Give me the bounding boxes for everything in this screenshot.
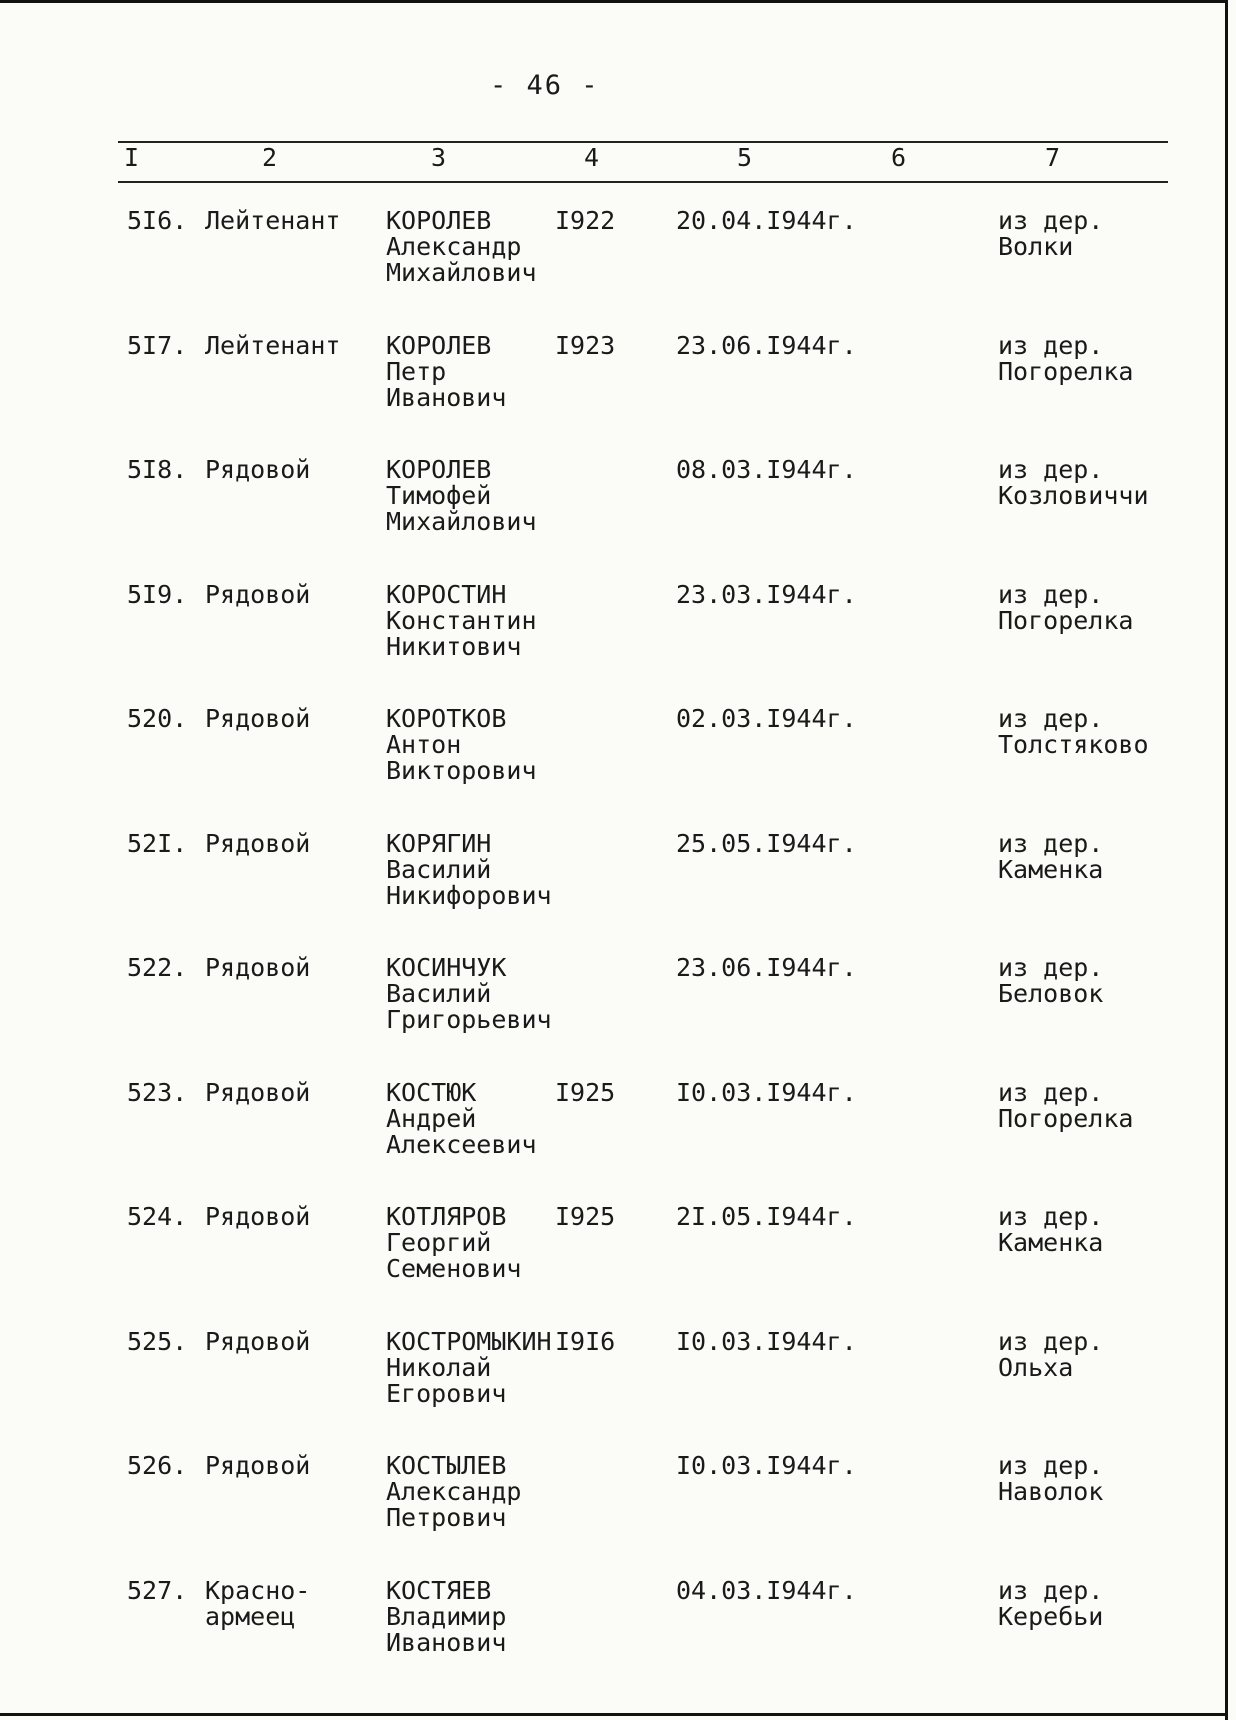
date: I0.03.I944г. [676, 1451, 857, 1480]
column-header-3: 3 [431, 143, 447, 172]
military-rank-line: Рядовой [205, 1326, 311, 1356]
military-rank [205, 1204, 310, 1230]
full-name [386, 1204, 521, 1282]
full-name-line: Викторович [386, 756, 537, 785]
full-name-line: Иванович [386, 382, 507, 412]
place-line: из дер. [998, 579, 1104, 609]
column-header-7: 7 [1045, 143, 1061, 172]
full-name-line: Михайлович [386, 507, 537, 536]
place-line: Погорелка [998, 356, 1134, 386]
place [998, 1077, 1134, 1133]
full-name-line: Никитович [386, 631, 522, 661]
full-name-line: КОТЛЯРОВ [386, 1202, 507, 1231]
full-name [386, 955, 552, 1033]
full-name-line: Василий [386, 979, 492, 1008]
military-rank [205, 579, 311, 609]
full-name-line: Александр [386, 232, 522, 261]
column-header-4: 4 [584, 143, 600, 172]
table-row [0, 208, 1236, 332]
military-rank-line: Рядовой [205, 1077, 311, 1107]
military-rank [205, 457, 310, 483]
place-line: из дер. [998, 704, 1104, 733]
military-rank [205, 1077, 311, 1107]
full-name-line: Семенович [386, 1254, 522, 1283]
date: 25.05.I944г. [676, 828, 857, 858]
table-row [0, 706, 1236, 830]
full-name [386, 1453, 521, 1531]
place-line: из дер. [998, 1575, 1104, 1605]
military-rank-line: Рядовой [205, 704, 311, 733]
record-number: 520. [127, 704, 188, 733]
date: 04.03.I944г. [676, 1575, 857, 1605]
date: 23.06.I944г. [676, 330, 857, 360]
record-number: 52I. [127, 828, 188, 858]
record-number: 5I6. [127, 206, 188, 235]
military-rank-line: Рядовой [205, 953, 311, 982]
place-line: Каменка [998, 854, 1104, 884]
record-number: 5I8. [127, 455, 188, 484]
date: I0.03.I944г. [676, 1077, 857, 1107]
column-header-1: I [124, 143, 140, 172]
full-name-line: КОРОТКОВ [386, 704, 507, 733]
record-number: 527. [127, 1575, 188, 1605]
date: 08.03.I944г. [676, 455, 857, 484]
table-row [0, 828, 1236, 955]
military-rank [205, 955, 310, 981]
full-name-line: Николай [386, 1352, 492, 1382]
place-line: Беловок [998, 979, 1104, 1008]
full-name [386, 1326, 552, 1408]
record-number: 523. [127, 1077, 188, 1107]
full-name-line: КОСТРОМЫКИН [386, 1326, 552, 1356]
full-name-line: Петрович [386, 1503, 507, 1532]
full-name [386, 579, 537, 661]
military-rank-line: армеец [205, 1601, 296, 1631]
full-name-line: Никифорович [386, 880, 552, 910]
place [998, 828, 1104, 884]
military-rank-line: Лейтенант [205, 206, 341, 235]
place-line: Козловиччи [998, 481, 1149, 510]
full-name-line: КОРОЛЕВ [386, 455, 492, 484]
full-name-line: Алексеевич [386, 1129, 537, 1159]
full-name-line: Григорьевич [386, 1005, 552, 1034]
place-line: из дер. [998, 1202, 1104, 1231]
full-name-line: КОРОСТИН [386, 579, 507, 609]
birth-year: I925 [555, 1077, 616, 1107]
full-name [386, 457, 537, 535]
full-name [386, 330, 507, 412]
full-name-line: КОСТЮК [386, 1077, 477, 1107]
military-rank [205, 1453, 310, 1479]
full-name-line: Егорович [386, 1378, 507, 1408]
place-line: из дер. [998, 1077, 1104, 1107]
military-rank-line: Красно- [205, 1575, 311, 1605]
full-name [386, 208, 537, 286]
header-rule-bottom [118, 181, 1168, 183]
place-line: из дер. [998, 1451, 1104, 1480]
place-line: Погорелка [998, 605, 1134, 635]
date: 20.04.I944г. [676, 206, 857, 235]
full-name-line: Владимир [386, 1601, 507, 1631]
column-header-2: 2 [262, 143, 278, 172]
full-name [386, 706, 537, 784]
place [998, 208, 1103, 260]
full-name-line: Александр [386, 1477, 522, 1506]
full-name-line: КОРОЛЕВ [386, 330, 492, 360]
full-name-line: КОРЯГИН [386, 828, 492, 858]
full-name-line: КОРОЛЕВ [386, 206, 492, 235]
date: 23.03.I944г. [676, 579, 857, 609]
table-row [0, 579, 1236, 706]
table-row [0, 1453, 1236, 1577]
page-border-top [0, 0, 1226, 3]
record-number: 522. [127, 953, 188, 982]
place [998, 1453, 1103, 1505]
date: 2I.05.I944г. [676, 1202, 857, 1231]
place-line: из дер. [998, 953, 1104, 982]
record-number: 526. [127, 1451, 188, 1480]
column-header-6: 6 [891, 143, 907, 172]
column-header-5: 5 [737, 143, 753, 172]
full-name [386, 1077, 537, 1159]
full-name [386, 1575, 507, 1657]
full-name-line: Георгий [386, 1228, 492, 1257]
military-rank-line: Рядовой [205, 579, 311, 609]
full-name-line: Антон [386, 730, 462, 759]
place-line: из дер. [998, 206, 1104, 235]
place-line: Толстяково [998, 730, 1149, 759]
military-rank [205, 330, 341, 360]
place-line: Волки [998, 232, 1074, 261]
page-number: - 46 - [490, 70, 600, 101]
military-rank-line: Лейтенант [205, 330, 341, 360]
full-name-line: Михайлович [386, 258, 537, 287]
place [998, 1204, 1103, 1256]
date: I0.03.I944г. [676, 1326, 857, 1356]
military-rank [205, 208, 340, 234]
place [998, 579, 1134, 635]
full-name [386, 828, 552, 910]
military-rank [205, 706, 310, 732]
full-name-line: Иванович [386, 1627, 507, 1657]
place [998, 1326, 1104, 1382]
place-line: Погорелка [998, 1103, 1134, 1133]
full-name-line: КОСИНЧУК [386, 953, 507, 982]
table-row [0, 1077, 1236, 1204]
place-line: Керебьи [998, 1601, 1104, 1631]
place [998, 706, 1149, 758]
place-line: из дер. [998, 330, 1104, 360]
military-rank [205, 1575, 311, 1631]
full-name-line: Василий [386, 854, 492, 884]
place [998, 330, 1134, 386]
place-line: из дер. [998, 828, 1104, 858]
full-name-line: КОСТЫЛЕВ [386, 1451, 507, 1480]
record-number: 5I7. [127, 330, 188, 360]
full-name-line: КОСТЯЕВ [386, 1575, 492, 1605]
record-number: 524. [127, 1202, 188, 1231]
table-row [0, 1204, 1236, 1328]
place [998, 955, 1103, 1007]
table-row [0, 1326, 1236, 1453]
place-line: Наволок [998, 1477, 1104, 1506]
birth-year: I925 [555, 1202, 616, 1231]
full-name-line: Константин [386, 605, 537, 635]
date: 23.06.I944г. [676, 953, 857, 982]
full-name-line: Тимофей [386, 481, 492, 510]
military-rank-line: Рядовой [205, 1451, 311, 1480]
military-rank [205, 1326, 311, 1356]
table-row [0, 1575, 1236, 1702]
table-row [0, 955, 1236, 1079]
place-line: из дер. [998, 1326, 1104, 1356]
place [998, 457, 1149, 509]
place [998, 1575, 1104, 1631]
record-number: 525. [127, 1326, 188, 1356]
birth-year: I923 [555, 330, 616, 360]
place-line: из дер. [998, 455, 1104, 484]
full-name-line: Петр [386, 356, 447, 386]
birth-year: I9I6 [555, 1326, 616, 1356]
birth-year: I922 [555, 206, 616, 235]
military-rank-line: Рядовой [205, 455, 311, 484]
full-name-line: Андрей [386, 1103, 477, 1133]
table-row [0, 457, 1236, 581]
military-rank-line: Рядовой [205, 828, 311, 858]
military-rank [205, 828, 311, 858]
record-number: 5I9. [127, 579, 188, 609]
date: 02.03.I944г. [676, 704, 857, 733]
table-row [0, 330, 1236, 457]
place-line: Каменка [998, 1228, 1104, 1257]
place-line: Ольха [998, 1352, 1074, 1382]
military-rank-line: Рядовой [205, 1202, 311, 1231]
page-border-bottom [0, 1713, 1226, 1716]
